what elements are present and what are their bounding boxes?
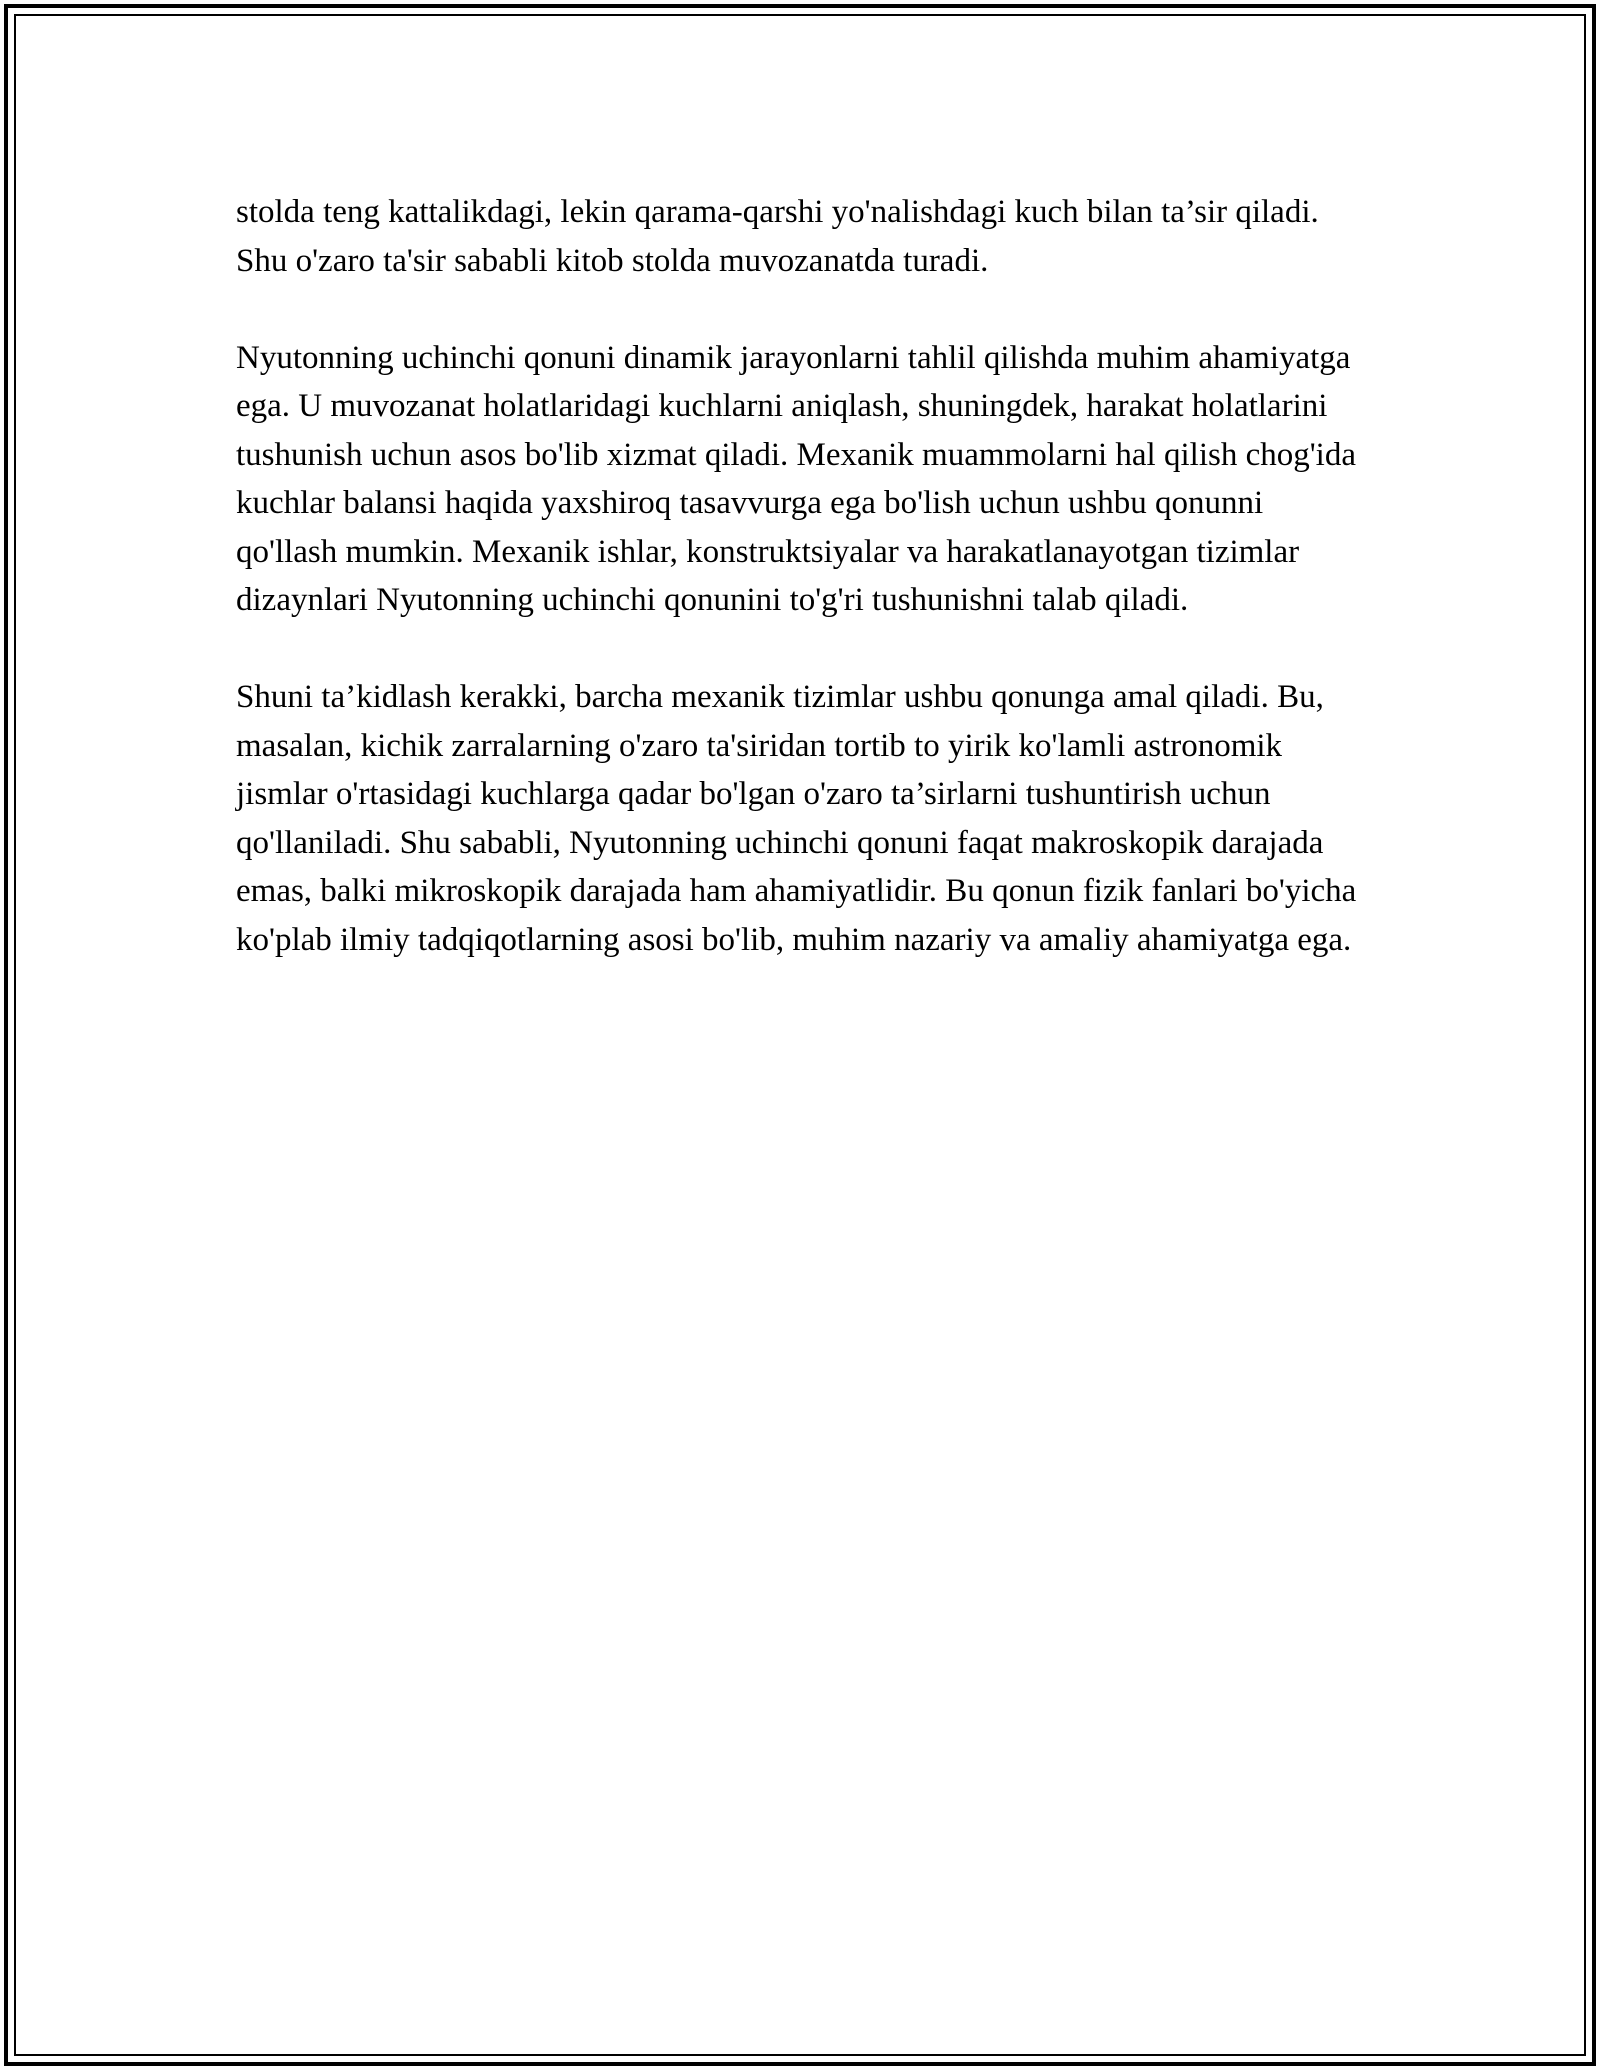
paragraph-3: Shuni ta’kidlash kerakki, barcha mexanik tizimlar ushbu qonunga amal qiladi. Bu, masalan, kichik zarralarning o'zaro ta'siridan tortib to yirik ko'lamli astronomik jismlar o'rtasidagi kuchlarga qadar bo'lgan o'zaro ta’sirlarni tushuntirish uchun qo'llaniladi. Shu sababli, Nyutonning uchinchi qonuni faqat makroskopik darajada emas, balki mikroskopik darajada ham ahamiyatlidir. Bu qonun fizik fanlari bo'yicha ko'plab ilmiy tadqiqotlarning asosi bo'lib, muhim nazariy va amaliy ahamiyatga ega. <box>236 679 1357 958</box>
document-body <box>236 188 1372 1013</box>
paragraph-1: stolda teng kattalikdagi, lekin qarama-qarshi yo'nalishdagi kuch bilan ta’sir qiladi. Shu o'zaro ta'sir sababli kitob stolda muvozanatda turadi. <box>236 194 1319 279</box>
paragraph-2: Nyutonning uchinchi qonuni dinamik jarayonlarni tahlil qilishda muhim ahamiyatga ega. U muvozanat holatlaridagi kuchlarni aniqlash, shuningdek, harakat holatlarini tushunish uchun asos bo'lib xizmat qiladi. Mexanik muammolarni hal qilish chog'ida kuchlar balansi haqida yaxshiroq tasavvurga ega bo'lish uchun ushbu qonunni qo'llash mumkin. Mexanik ishlar, konstruktsiyalar va harakatlanayotgan tizimlar dizaynlari Nyutonning uchinchi qonunini to'g'ri tushunishni talab qiladi. <box>236 339 1356 618</box>
